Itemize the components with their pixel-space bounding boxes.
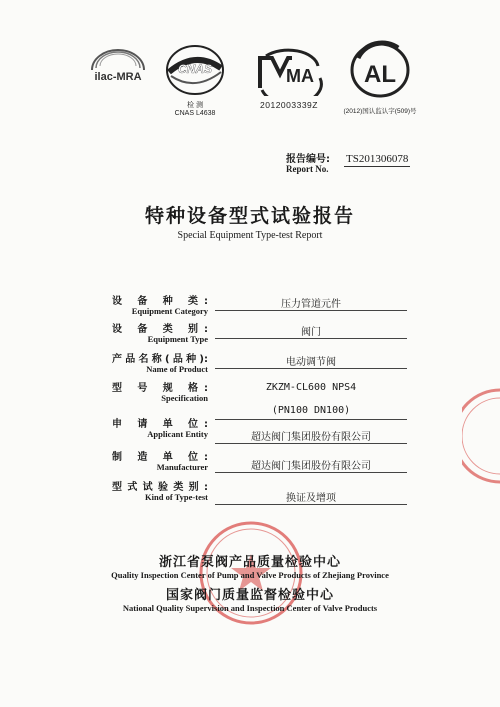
cnas-caption-2: CNAS L4638 xyxy=(174,110,216,117)
field-specification xyxy=(112,379,412,407)
field-label-cn: 设 备 类 别: xyxy=(112,324,208,335)
field-label-en: Manufacturer xyxy=(156,462,208,472)
issuing-org-1-en: Quality Inspection Center of Pump and Valve Products of Zhejiang Province xyxy=(111,570,389,580)
field-equipment-type xyxy=(112,320,412,348)
report-number-label-cn: 报告编号: xyxy=(286,154,330,165)
cnas-logo xyxy=(163,42,227,98)
field-type-test-kind xyxy=(112,478,412,506)
issuing-org-1-cn: 浙江省泵阀产品质量检验中心 xyxy=(158,555,341,570)
issuing-org-2-cn: 国家阀门质量监督检验中心 xyxy=(165,588,334,603)
field-value: 压力管道元件 xyxy=(281,299,341,310)
field-label-en: Name of Product xyxy=(146,364,208,374)
field-value: 超达阀门集团股份有限公司 xyxy=(251,461,371,472)
field-label-cn: 制 造 单 位: xyxy=(112,452,208,463)
field-label-cn: 申 请 单 位: xyxy=(112,419,208,430)
field-value-secondary: (PN100 DN100) xyxy=(271,405,351,416)
field-underline xyxy=(215,338,407,339)
field-value: 阀门 xyxy=(301,327,321,338)
field-label-en: Equipment Type xyxy=(147,334,208,344)
report-number-value: TS201306078 xyxy=(346,153,409,165)
field-label-cn: 型式试验类别: xyxy=(112,482,208,493)
field-label-cn: 型 号 规 格: xyxy=(112,383,208,394)
cma-text: MA xyxy=(286,66,314,86)
field-underline xyxy=(215,368,407,369)
field-label-en: Applicant Entity xyxy=(147,429,208,439)
field-applicant xyxy=(112,415,412,443)
cma-logo xyxy=(252,48,326,96)
report-title-cn: 特种设备型式试验报告 xyxy=(144,205,355,227)
field-label-en: Kind of Type-test xyxy=(145,492,208,502)
field-product-name xyxy=(112,350,412,378)
field-underline xyxy=(215,472,407,473)
ilac-mra-text: ilac-MRA xyxy=(94,71,142,83)
field-label-en: Equipment Category xyxy=(131,306,208,316)
issuing-org-2-en: National Quality Supervision and Inspection Center of Valve Products xyxy=(122,603,378,613)
field-underline xyxy=(215,310,407,311)
field-manufacturer xyxy=(112,448,412,476)
cnas-caption-1: 检 测 xyxy=(187,102,203,109)
field-label-cn: 设 备 种 类: xyxy=(112,296,208,307)
edge-seal-stamp xyxy=(462,388,500,484)
field-equipment-category xyxy=(112,292,412,320)
cnas-text: CNAS xyxy=(177,62,213,76)
report-title-en: Special Equipment Type-test Report xyxy=(177,230,323,241)
field-value: 超达阀门集团股份有限公司 xyxy=(251,432,371,443)
field-label-cn: 产品名称(品种): xyxy=(112,354,208,365)
field-underline xyxy=(215,504,407,505)
cal-text: AL xyxy=(364,61,396,88)
cal-caption: (2012)国认监认字(509)号 xyxy=(343,108,417,115)
field-value: 换证及增项 xyxy=(286,493,336,504)
ilac-mra-logo xyxy=(86,48,150,94)
field-underline xyxy=(215,443,407,444)
field-value: ZKZM-CL600 NPS4 xyxy=(265,382,357,393)
field-value: 电动调节阀 xyxy=(286,357,336,368)
report-number-label-en: Report No. xyxy=(286,164,329,174)
cma-caption: 2012003339Z xyxy=(260,100,318,110)
field-label-en: Specification xyxy=(161,393,208,403)
cal-logo xyxy=(348,40,412,100)
